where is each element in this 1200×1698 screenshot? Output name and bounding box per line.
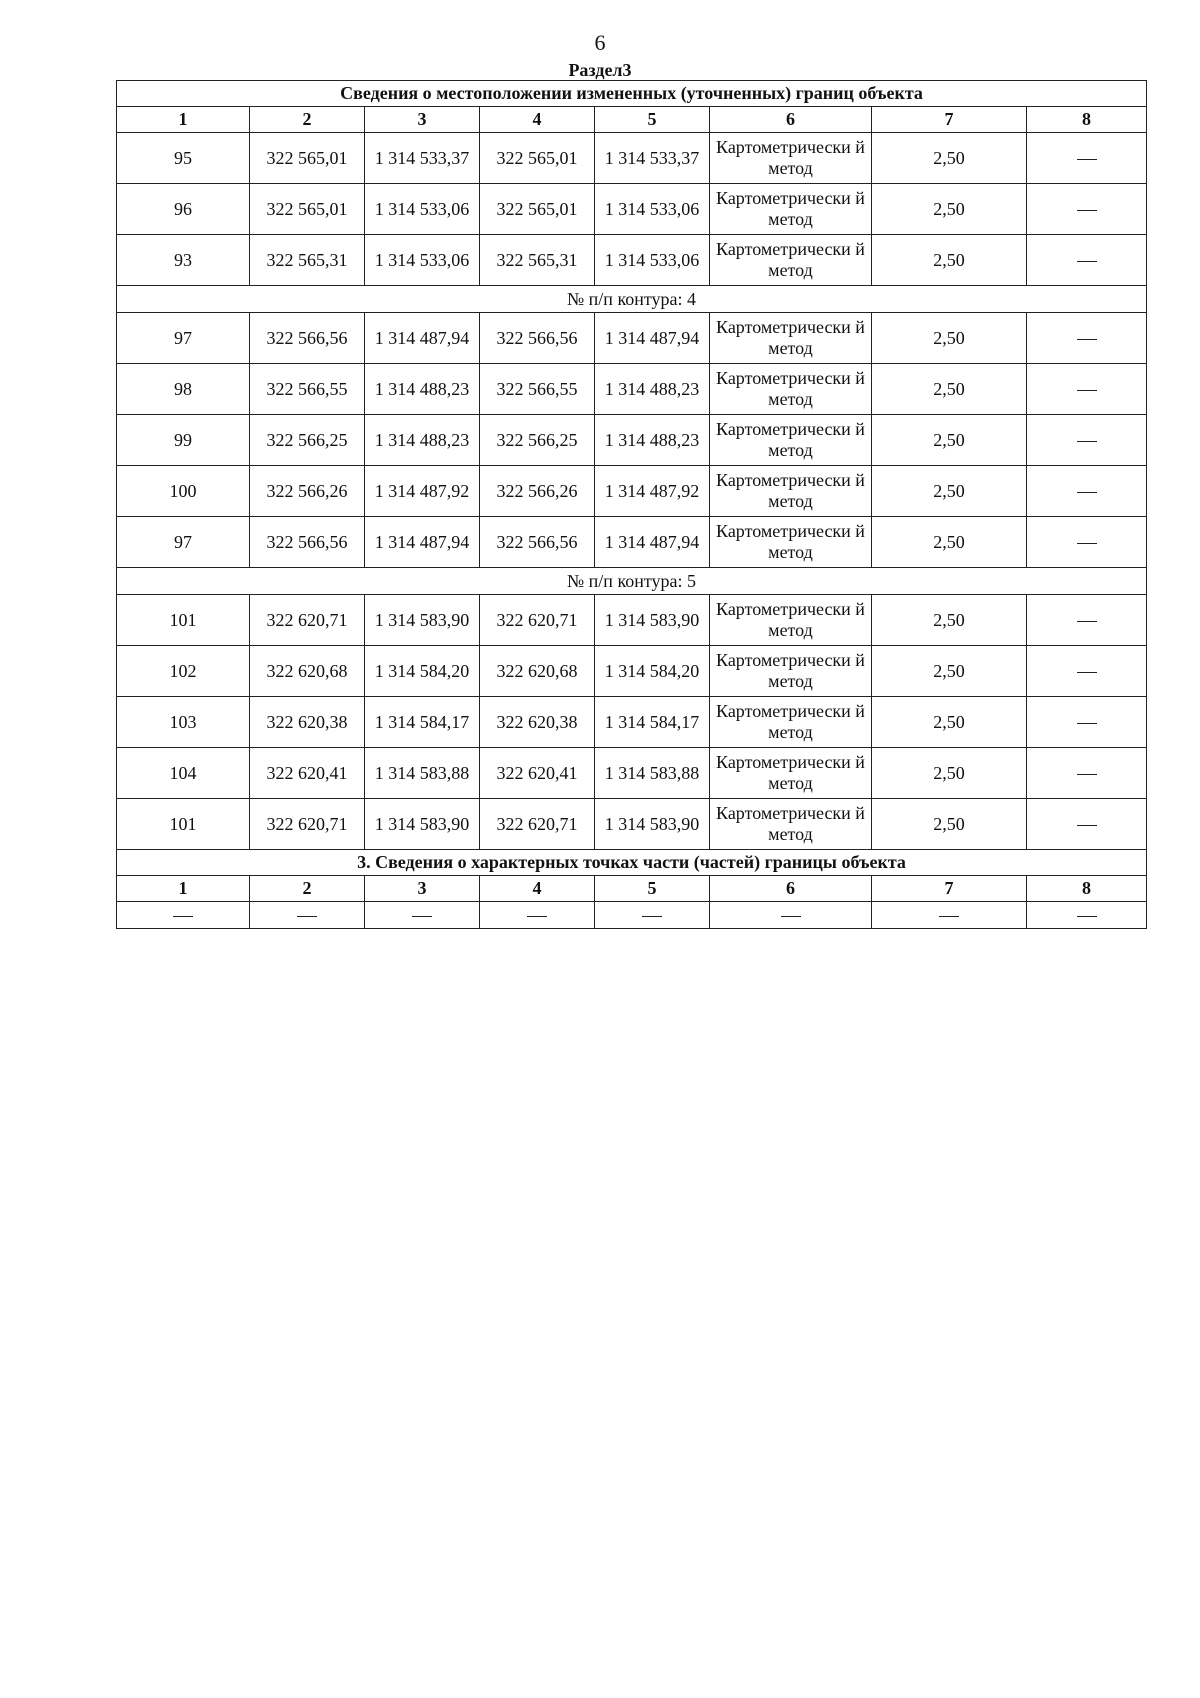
column-number-cell: 5 bbox=[595, 876, 710, 902]
boundary-points-table bbox=[116, 80, 1147, 929]
cell-c8 bbox=[1027, 364, 1147, 415]
cell-c5: 1 314 533,37 bbox=[595, 133, 710, 184]
cell-c5: 1 314 487,94 bbox=[595, 517, 710, 568]
cell-c7: 2,50 bbox=[872, 466, 1027, 517]
cell-c2: 322 566,56 bbox=[250, 313, 365, 364]
column-number-cell: 2 bbox=[250, 876, 365, 902]
column-number-cell: 6 bbox=[710, 107, 872, 133]
cell-c6: Картометрически й метод bbox=[710, 697, 872, 748]
column-number-cell: 4 bbox=[480, 876, 595, 902]
cell-c8 bbox=[1027, 697, 1147, 748]
table-row bbox=[117, 235, 1147, 286]
cell-c5: 1 314 487,94 bbox=[595, 313, 710, 364]
cell-c3: 1 314 487,94 bbox=[365, 517, 480, 568]
cell-c8 bbox=[1027, 595, 1147, 646]
cell-c4: 322 565,01 bbox=[480, 184, 595, 235]
column-number-cell: 7 bbox=[872, 876, 1027, 902]
cell-c2: 322 620,38 bbox=[250, 697, 365, 748]
cell-c5: 1 314 533,06 bbox=[595, 235, 710, 286]
cell-c5: 1 314 584,17 bbox=[595, 697, 710, 748]
column-number-row bbox=[117, 107, 1147, 133]
cell-c4: 322 620,71 bbox=[480, 799, 595, 850]
cell-c8 bbox=[1027, 415, 1147, 466]
cell-c5: 1 314 488,23 bbox=[595, 364, 710, 415]
section-title: Раздел3 bbox=[568, 60, 632, 80]
cell-c1: 101 bbox=[117, 799, 250, 850]
cell-c2: 322 566,25 bbox=[250, 415, 365, 466]
cell-c1: 95 bbox=[117, 133, 250, 184]
dash-mark bbox=[412, 916, 432, 917]
cell-c8 bbox=[1027, 517, 1147, 568]
dash-mark bbox=[173, 916, 193, 917]
table-row bbox=[117, 799, 1147, 850]
cell-c4: 322 620,71 bbox=[480, 595, 595, 646]
column-number-cell: 8 bbox=[1027, 876, 1147, 902]
cell-c7: 2,50 bbox=[872, 235, 1027, 286]
cell-c6: Картометрически й метод bbox=[710, 799, 872, 850]
cell-c8 bbox=[1027, 646, 1147, 697]
cell-c1: 98 bbox=[117, 364, 250, 415]
cell-c8 bbox=[1027, 902, 1147, 929]
column-number-cell: 3 bbox=[365, 876, 480, 902]
cell-c1: 102 bbox=[117, 646, 250, 697]
cell-c2: 322 565,31 bbox=[250, 235, 365, 286]
cell-c3: 1 314 533,37 bbox=[365, 133, 480, 184]
cell-c7: 2,50 bbox=[872, 415, 1027, 466]
cell-c6 bbox=[710, 902, 872, 929]
table-row bbox=[117, 697, 1147, 748]
column-number-cell: 3 bbox=[365, 107, 480, 133]
dash-mark bbox=[1077, 916, 1097, 917]
cell-c7: 2,50 bbox=[872, 364, 1027, 415]
section-3-title-row bbox=[117, 850, 1147, 876]
cell-c1: 99 bbox=[117, 415, 250, 466]
cell-c1: 93 bbox=[117, 235, 250, 286]
cell-c6: Картометрически й метод bbox=[710, 415, 872, 466]
cell-c8 bbox=[1027, 235, 1147, 286]
cell-c7: 2,50 bbox=[872, 748, 1027, 799]
cell-c4: 322 620,68 bbox=[480, 646, 595, 697]
cell-c2 bbox=[250, 902, 365, 929]
table-row bbox=[117, 313, 1147, 364]
column-number-cell: 5 bbox=[595, 107, 710, 133]
cell-c4: 322 565,01 bbox=[480, 133, 595, 184]
cell-c3: 1 314 584,17 bbox=[365, 697, 480, 748]
cell-c1: 103 bbox=[117, 697, 250, 748]
cell-c4: 322 566,25 bbox=[480, 415, 595, 466]
dash-mark bbox=[1077, 210, 1097, 211]
column-number-cell: 8 bbox=[1027, 107, 1147, 133]
cell-c7: 2,50 bbox=[872, 313, 1027, 364]
dash-mark bbox=[1077, 621, 1097, 622]
cell-c6: Картометрически й метод bbox=[710, 466, 872, 517]
cell-c8 bbox=[1027, 799, 1147, 850]
cell-c6: Картометрически й метод bbox=[710, 313, 872, 364]
dash-mark bbox=[1077, 339, 1097, 340]
dash-mark bbox=[1077, 159, 1097, 160]
cell-c2: 322 566,26 bbox=[250, 466, 365, 517]
table-row bbox=[117, 415, 1147, 466]
cell-c1: 97 bbox=[117, 517, 250, 568]
dash-mark bbox=[1077, 825, 1097, 826]
cell-c7: 2,50 bbox=[872, 595, 1027, 646]
cell-c1: 101 bbox=[117, 595, 250, 646]
section-3-title: 3. Сведения о характерных точках части (частей) границы объекта bbox=[117, 850, 1147, 876]
cell-c7: 2,50 bbox=[872, 184, 1027, 235]
cell-c6: Картометрически й метод bbox=[710, 235, 872, 286]
column-number-cell: 1 bbox=[117, 876, 250, 902]
cell-c2: 322 565,01 bbox=[250, 184, 365, 235]
table-title: Сведения о местоположении измененных (уточненных) границ объекта bbox=[117, 81, 1147, 107]
cell-c8 bbox=[1027, 313, 1147, 364]
cell-c7 bbox=[872, 902, 1027, 929]
cell-c7: 2,50 bbox=[872, 697, 1027, 748]
cell-c3: 1 314 488,23 bbox=[365, 415, 480, 466]
cell-c8 bbox=[1027, 748, 1147, 799]
contour-label-row bbox=[117, 286, 1147, 313]
table-row bbox=[117, 517, 1147, 568]
dash-mark bbox=[939, 916, 959, 917]
cell-c8 bbox=[1027, 133, 1147, 184]
cell-c3: 1 314 583,90 bbox=[365, 595, 480, 646]
cell-c5 bbox=[595, 902, 710, 929]
cell-c7: 2,50 bbox=[872, 517, 1027, 568]
cell-c4 bbox=[480, 902, 595, 929]
dash-mark bbox=[1077, 774, 1097, 775]
cell-c3: 1 314 583,88 bbox=[365, 748, 480, 799]
cell-c5: 1 314 583,90 bbox=[595, 595, 710, 646]
cell-c4: 322 566,56 bbox=[480, 313, 595, 364]
cell-c3: 1 314 487,92 bbox=[365, 466, 480, 517]
column-number-cell: 7 bbox=[872, 107, 1027, 133]
cell-c4: 322 565,31 bbox=[480, 235, 595, 286]
cell-c6: Картометрически й метод bbox=[710, 646, 872, 697]
column-number-row bbox=[117, 876, 1147, 902]
cell-c7: 2,50 bbox=[872, 646, 1027, 697]
table-row bbox=[117, 466, 1147, 517]
cell-c6: Картометрически й метод bbox=[710, 133, 872, 184]
dash-mark bbox=[1077, 723, 1097, 724]
dash-mark bbox=[1077, 492, 1097, 493]
column-number-cell: 2 bbox=[250, 107, 365, 133]
cell-c6: Картометрически й метод bbox=[710, 184, 872, 235]
column-number-cell: 1 bbox=[117, 107, 250, 133]
cell-c6: Картометрически й метод bbox=[710, 748, 872, 799]
cell-c4: 322 566,56 bbox=[480, 517, 595, 568]
cell-c5: 1 314 533,06 bbox=[595, 184, 710, 235]
contour-label: № п/п контура: 5 bbox=[117, 568, 1147, 595]
cell-c1: 104 bbox=[117, 748, 250, 799]
cell-c3: 1 314 584,20 bbox=[365, 646, 480, 697]
page-number: 6 bbox=[594, 30, 606, 55]
cell-c6: Картометрически й метод bbox=[710, 364, 872, 415]
dash-mark bbox=[1077, 543, 1097, 544]
dash-mark bbox=[1077, 672, 1097, 673]
cell-c1 bbox=[117, 902, 250, 929]
cell-c2: 322 620,41 bbox=[250, 748, 365, 799]
table-title-row bbox=[117, 81, 1147, 107]
cell-c2: 322 565,01 bbox=[250, 133, 365, 184]
contour-label: № п/п контура: 4 bbox=[117, 286, 1147, 313]
cell-c2: 322 620,68 bbox=[250, 646, 365, 697]
dash-mark bbox=[527, 916, 547, 917]
cell-c7: 2,50 bbox=[872, 133, 1027, 184]
cell-c5: 1 314 583,90 bbox=[595, 799, 710, 850]
cell-c5: 1 314 487,92 bbox=[595, 466, 710, 517]
table-row bbox=[117, 595, 1147, 646]
cell-c3 bbox=[365, 902, 480, 929]
table-row bbox=[117, 902, 1147, 929]
cell-c8 bbox=[1027, 184, 1147, 235]
cell-c1: 96 bbox=[117, 184, 250, 235]
cell-c8 bbox=[1027, 466, 1147, 517]
cell-c4: 322 620,41 bbox=[480, 748, 595, 799]
dash-mark bbox=[297, 916, 317, 917]
cell-c3: 1 314 487,94 bbox=[365, 313, 480, 364]
column-number-cell: 6 bbox=[710, 876, 872, 902]
column-number-cell: 4 bbox=[480, 107, 595, 133]
dash-mark bbox=[1077, 390, 1097, 391]
cell-c5: 1 314 583,88 bbox=[595, 748, 710, 799]
cell-c4: 322 620,38 bbox=[480, 697, 595, 748]
table-row bbox=[117, 748, 1147, 799]
dash-mark bbox=[642, 916, 662, 917]
cell-c4: 322 566,55 bbox=[480, 364, 595, 415]
cell-c2: 322 566,56 bbox=[250, 517, 365, 568]
cell-c3: 1 314 583,90 bbox=[365, 799, 480, 850]
cell-c6: Картометрически й метод bbox=[710, 517, 872, 568]
cell-c6: Картометрически й метод bbox=[710, 595, 872, 646]
dash-mark bbox=[1077, 261, 1097, 262]
cell-c2: 322 620,71 bbox=[250, 595, 365, 646]
table-row bbox=[117, 364, 1147, 415]
cell-c1: 100 bbox=[117, 466, 250, 517]
contour-label-row bbox=[117, 568, 1147, 595]
table-row bbox=[117, 133, 1147, 184]
cell-c2: 322 566,55 bbox=[250, 364, 365, 415]
cell-c3: 1 314 488,23 bbox=[365, 364, 480, 415]
dash-mark bbox=[781, 916, 801, 917]
cell-c1: 97 bbox=[117, 313, 250, 364]
cell-c3: 1 314 533,06 bbox=[365, 184, 480, 235]
table-row bbox=[117, 646, 1147, 697]
cell-c3: 1 314 533,06 bbox=[365, 235, 480, 286]
cell-c5: 1 314 584,20 bbox=[595, 646, 710, 697]
cell-c7: 2,50 bbox=[872, 799, 1027, 850]
table-row bbox=[117, 184, 1147, 235]
cell-c2: 322 620,71 bbox=[250, 799, 365, 850]
dash-mark bbox=[1077, 441, 1097, 442]
cell-c5: 1 314 488,23 bbox=[595, 415, 710, 466]
cell-c4: 322 566,26 bbox=[480, 466, 595, 517]
